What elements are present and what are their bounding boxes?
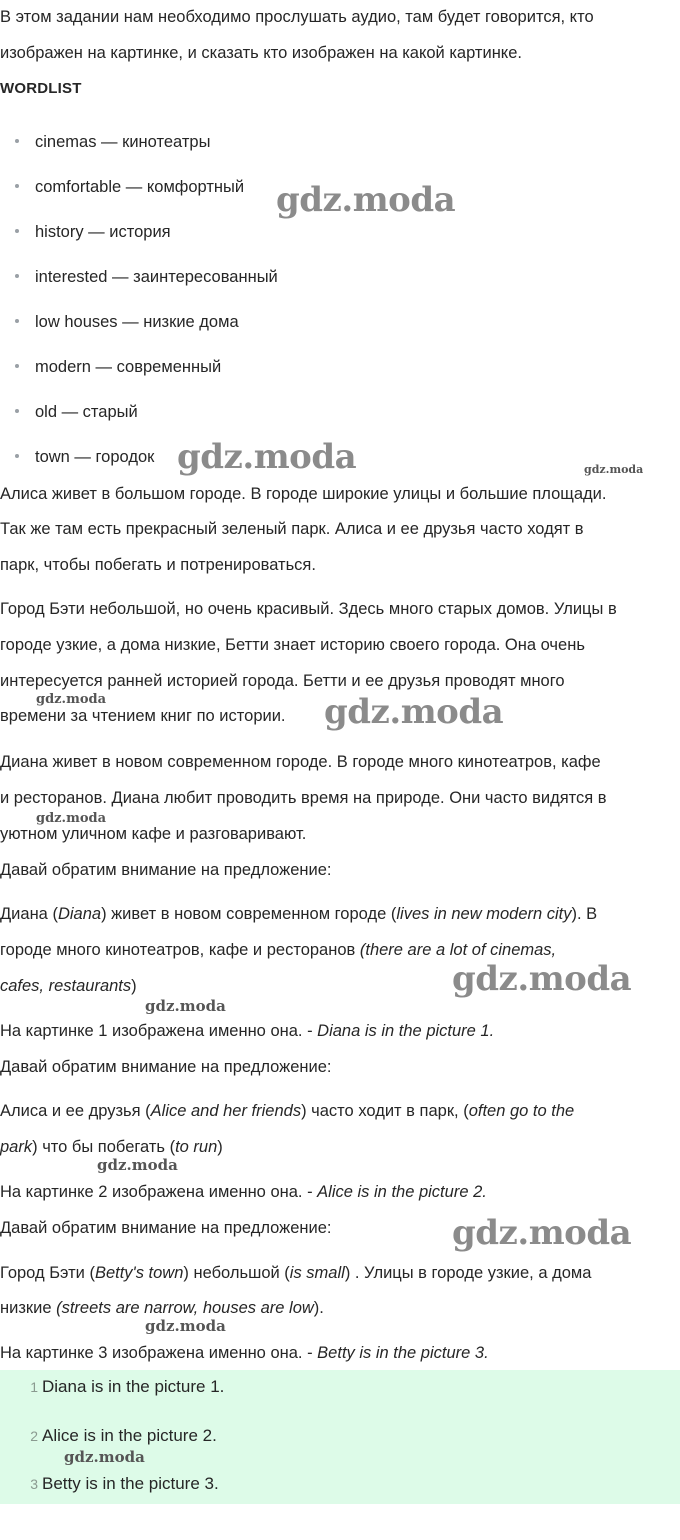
story-betty-line: интересуется ранней историей города. Бетти и ее друзья проводят много <box>0 672 565 690</box>
answer-item <box>0 1474 219 1494</box>
watermark: gdz.moda <box>36 811 107 826</box>
watermark: gdz.moda <box>145 1317 226 1335</box>
wordlist-item: town — городок <box>15 448 154 467</box>
bullet-icon <box>15 364 19 368</box>
watermark: gdz.moda <box>584 463 644 476</box>
watermark: gdz.moda <box>324 692 504 732</box>
analysis-diana-line-1: Диана (Diana) живет в новом современном городе (lives in new modern city). В <box>0 905 598 923</box>
analysis-diana-line-2: городе много кинотеатров, кафе и ресторанов (there are a lot of cinemas, <box>0 941 557 959</box>
analysis-diana-line-3: cafes, restaurants) <box>0 977 137 995</box>
intro-line-1: В этом задании нам необходимо прослушать аудио, там будет говорится, кто <box>0 8 594 26</box>
story-diana-line: уютном уличном кафе и разговаривают. <box>0 825 307 843</box>
bullet-icon <box>15 454 19 458</box>
wordlist-item: cinemas — кинотеатры <box>15 133 210 152</box>
watermark: gdz.moda <box>64 1448 145 1466</box>
analysis-betty-line-1: Город Бэти (Betty's town) небольшой (is small) . Улицы в городе узкие, а дома <box>0 1264 592 1282</box>
story-betty-line: времени за чтением книг по истории. <box>0 707 286 725</box>
watermark: gdz.moda <box>145 997 226 1015</box>
watermark: gdz.moda <box>452 1213 632 1253</box>
wordlist-item: modern — современный <box>15 358 221 377</box>
answer-item <box>0 1426 217 1446</box>
analysis-betty-conclusion: На картинке 3 изображена именно она. - Betty is in the picture 3. <box>0 1344 489 1362</box>
analysis-betty-line-2: низкие (streets are narrow, houses are low). <box>0 1299 324 1317</box>
bullet-icon <box>15 184 19 188</box>
wordlist-item: low houses — низкие дома <box>15 313 239 332</box>
analysis-diana-conclusion: На картинке 1 изображена именно она. - Diana is in the picture 1. <box>0 1022 495 1040</box>
bullet-icon <box>15 229 19 233</box>
wordlist-item: comfortable — комфортный <box>15 178 244 197</box>
answer-text: Diana is in the picture 1. <box>42 1377 225 1396</box>
answer-number: 2 <box>30 1428 38 1444</box>
answer-text: Alice is in the picture 2. <box>42 1426 217 1445</box>
analysis-alice-line-1: Алиса и ее друзья (Alice and her friends) часто ходит в парк, (often go to the <box>0 1102 575 1120</box>
watermark: gdz.moda <box>36 692 107 707</box>
answer-box <box>0 1370 680 1504</box>
attention-line: Давай обратим внимание на предложение: <box>0 1219 332 1237</box>
bullet-icon <box>15 139 19 143</box>
answer-number: 3 <box>30 1476 38 1492</box>
analysis-alice-conclusion: На картинке 2 изображена именно она. - Alice is in the picture 2. <box>0 1183 487 1201</box>
story-diana-line: и ресторанов. Диана любит проводить время на природе. Они часто видятся в <box>0 789 607 807</box>
answer-item <box>0 1377 224 1397</box>
wordlist-item: history — история <box>15 223 171 242</box>
story-alice-line: Так же там есть прекрасный зеленый парк. Алиса и ее друзья часто ходят в <box>0 520 584 538</box>
answer-number: 1 <box>30 1379 38 1395</box>
analysis-alice-line-2: park) что бы побегать (to run) <box>0 1138 223 1156</box>
bullet-icon <box>15 319 19 323</box>
wordlist-item: old — старый <box>15 403 138 422</box>
watermark: gdz.moda <box>177 437 357 477</box>
story-alice-line: Алиса живет в большом городе. В городе широкие улицы и большие площади. <box>0 485 607 503</box>
attention-line: Давай обратим внимание на предложение: <box>0 1058 332 1076</box>
story-alice-line: парк, чтобы побегать и потренироваться. <box>0 556 316 574</box>
intro-line-2: изображен на картинке, и сказать кто изображен на какой картинке. <box>0 44 522 62</box>
wordlist-item: interested — заинтересованный <box>15 268 278 287</box>
attention-line: Давай обратим внимание на предложение: <box>0 861 332 879</box>
watermark: gdz.moda <box>276 180 456 220</box>
story-betty-line: Город Бэти небольшой, но очень красивый. Здесь много старых домов. Улицы в <box>0 600 617 618</box>
story-betty-line: городе узкие, а дома низкие, Бетти знает историю своего города. Она очень <box>0 636 585 654</box>
bullet-icon <box>15 274 19 278</box>
wordlist-heading: WORDLIST <box>0 80 82 97</box>
answer-text: Betty is in the picture 3. <box>42 1474 219 1493</box>
story-diana-line: Диана живет в новом современном городе. В городе много кинотеатров, кафе <box>0 753 601 771</box>
watermark: gdz.moda <box>452 959 632 999</box>
watermark: gdz.moda <box>97 1156 178 1174</box>
bullet-icon <box>15 409 19 413</box>
